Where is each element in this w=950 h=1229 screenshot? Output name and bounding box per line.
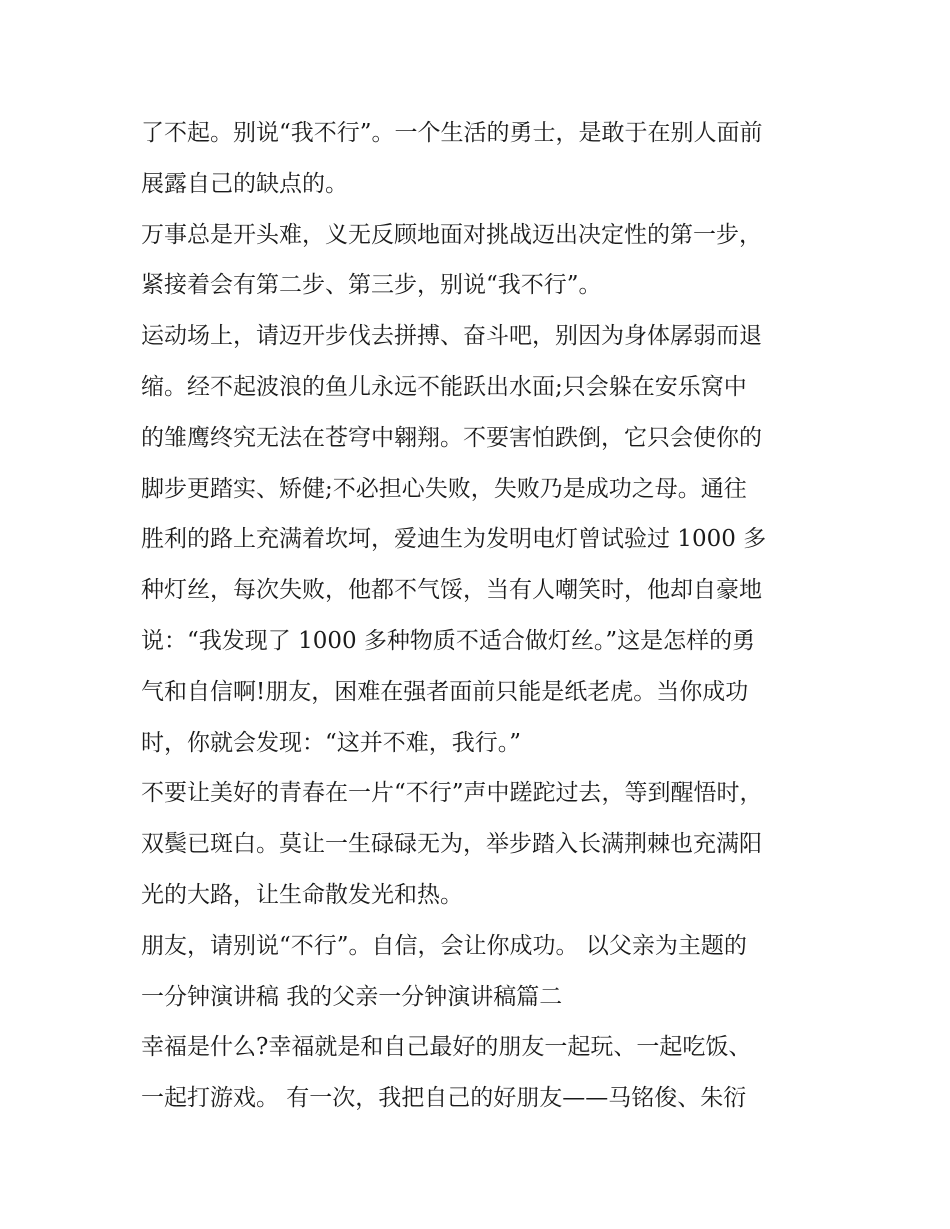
- text-line: 脚步更踏实、矫健;不必担心失败，失败乃是成功之母。通往: [141, 475, 747, 502]
- text-line: 时，你就会发现：“这并不难，我行。”: [141, 729, 522, 756]
- text-line: 种灯丝，每次失败，他都不气馁，当有人嘲笑时，他却自豪地: [141, 577, 762, 604]
- document-text-body: [141, 108, 816, 1124]
- text-line: 说：“我发现了 1000 多种物质不适合做灯丝。”这是怎样的勇: [141, 627, 756, 654]
- text-line: 朋友，请别说“不行”。自信，会让你成功。 以父亲为主题的: [141, 932, 747, 959]
- text-line: 胜利的路上充满着坎坷，爱迪生为发明电灯曾试验过 1000 多: [141, 526, 767, 553]
- text-line: 光的大路，让生命散发光和热。: [141, 881, 463, 908]
- text-line: 缩。经不起波浪的鱼儿永远不能跃出水面;只会躲在安乐窝中: [141, 373, 747, 400]
- text-line: 一分钟演讲稿 我的父亲一分钟演讲稿篇二: [141, 983, 563, 1010]
- text-line: 运动场上，请迈开步伐去拼搏、奋斗吧，别因为身体孱弱而退: [141, 323, 762, 350]
- text-line: 气和自信啊!朋友，困难在强者面前只能是纸老虎。当你成功: [141, 678, 749, 705]
- text-line: 了不起。别说“我不行”。一个生活的勇士，是敢于在别人面前: [141, 120, 763, 146]
- text-line: 展露自己的缺点的。: [141, 170, 348, 197]
- text-line: 万事总是开头难，义无反顾地面对挑战迈出决定性的第一步，: [141, 221, 762, 248]
- text-line: 双鬓已斑白。莫让一生碌碌无为，举步踏入长满荆棘也充满阳: [141, 831, 762, 858]
- text-line: 紧接着会有第二步、第三步，别说“我不行”。: [141, 272, 602, 299]
- text-line: 的雏鹰终究无法在苍穹中翱翔。不要害怕跌倒，它只会使你的: [141, 424, 762, 451]
- text-line: 不要让美好的青春在一片“不行”声中蹉跎过去，等到醒悟时，: [141, 780, 763, 807]
- text-line: 幸福是什么?幸福就是和自己最好的朋友一起玩、一起吃饭、: [141, 1034, 752, 1061]
- text-line: 一起打游戏。 有一次，我把自己的好朋友——马铭俊、朱衍: [141, 1085, 747, 1112]
